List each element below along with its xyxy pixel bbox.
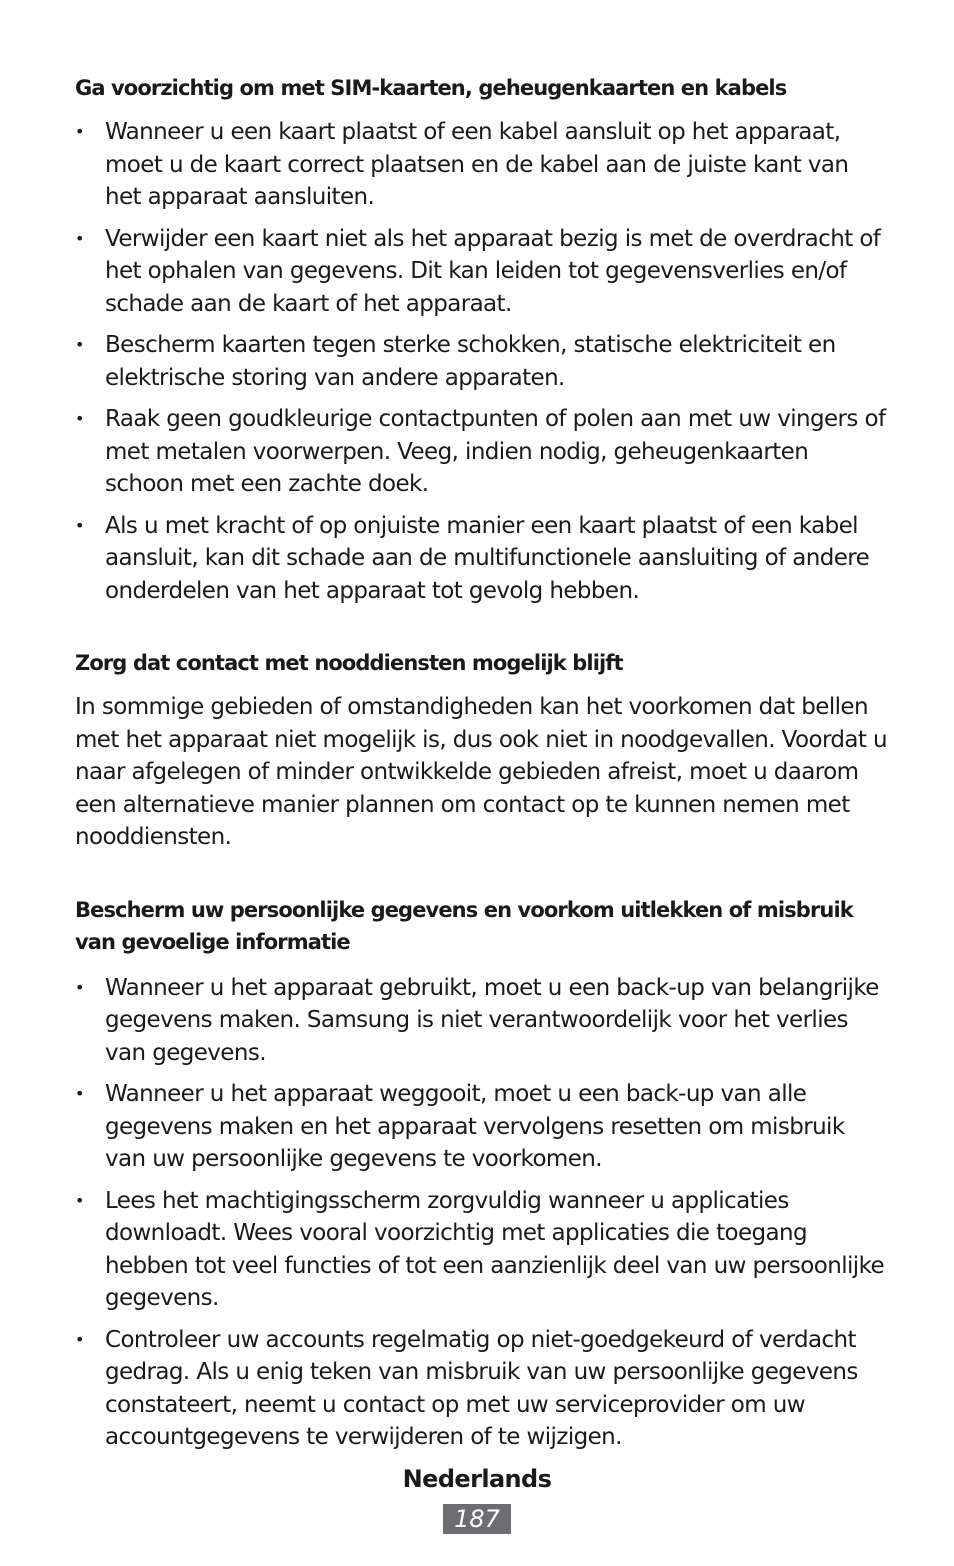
list-item bbox=[75, 403, 890, 501]
list-item-text: Wanneer u het apparaat gebruikt, moet u een back-up van belangrijke gegevens maken. Samsung is niet verantwoordelijk voor het verlies van gegevens. bbox=[105, 974, 879, 1066]
list-item bbox=[75, 1185, 890, 1315]
bullet-icon: • bbox=[75, 409, 84, 428]
list-item-text: Bescherm kaarten tegen sterke schokken, statische elektriciteit en elektrische storing van andere apparaten. bbox=[105, 332, 836, 391]
list-item-text: Lees het machtigingsscherm zorgvuldig wanneer u applicaties downloadt. Wees vooral voorzichtig met applicaties die toegang hebben tot veel functies of tot een aanzienlijk deel van uw persoonlijke gegevens. bbox=[105, 1187, 885, 1311]
section-heading: Bescherm uw persoonlijke gegevens en voorkom uitlekken of misbruik van gevoelige informatie bbox=[75, 897, 853, 954]
page-number: 187 bbox=[443, 1504, 511, 1534]
bullet-icon: • bbox=[75, 1084, 84, 1103]
footer-language-label: Nederlands bbox=[402, 1465, 552, 1493]
list-item-text: Als u met kracht of op onjuiste manier een kaart plaatst of een kabel aansluit, kan dit schade aan de multifunctionele aansluiting of andere onderdelen van het apparaat tot gevolg hebben. bbox=[105, 512, 870, 604]
bullet-icon: • bbox=[75, 228, 84, 248]
list-item-text: Wanneer u het apparaat weggooit, moet u een back-up van alle gegevens maken en het apparaat vervolgens resetten om misbruik van uw persoonlijke gegevens te voorkomen. bbox=[105, 1081, 845, 1172]
list-item bbox=[75, 510, 890, 608]
bullet-icon: • bbox=[75, 1329, 84, 1349]
bullet-icon: • bbox=[75, 122, 84, 141]
list-item-text: Wanneer u een kaart plaatst of een kabel aansluit op het apparaat, moet u de kaart correct plaatsen en de kabel aan de juiste kant van het apparaat aansluiten. bbox=[105, 119, 849, 210]
list-item bbox=[75, 223, 890, 321]
bullet-list bbox=[75, 116, 890, 607]
list-item-text: Controleer uw accounts regelmatig op niet-goedgekeurd of verdacht gedrag. Als u enig teken van misbruik van uw persoonlijke gegevens constateert, neemt u contact op met uw serviceprovider om uw accountgegevens te verwijderen of te wijzigen. bbox=[105, 1326, 858, 1450]
section-heading: Ga voorzichtig om met SIM-kaarten, geheugenkaarten en kabels bbox=[75, 76, 787, 100]
bullet-icon: • bbox=[75, 335, 84, 354]
page-content bbox=[75, 72, 890, 1494]
list-item bbox=[75, 1324, 890, 1454]
list-item bbox=[75, 972, 890, 1070]
section-paragraph: In sommige gebieden of omstandigheden kan het voorkomen dat bellen met het apparaat niet mogelijk is, dus ook niet in noodgevallen. Voordat u naar afgelegen of minder ontwikkelde gebieden afreist, moet u daarom een alternatieve manier plannen om contact op te kunnen nemen met nooddiensten. bbox=[75, 694, 887, 850]
list-item bbox=[75, 116, 890, 214]
section-sim-cards bbox=[75, 72, 890, 607]
bullet-icon: • bbox=[75, 515, 84, 535]
list-item-text: Raak geen goudkleurige contactpunten of polen aan met uw vingers of met metalen voorwerpen. Veeg, indien nodig, geheugenkaarten schoon met een zachte doek. bbox=[105, 406, 886, 497]
section-emergency-contact bbox=[75, 647, 890, 854]
list-item-text: Verwijder een kaart niet als het apparaat bezig is met de overdracht of het ophalen van gegevens. Dit kan leiden tot gegevensverlies en/of schade aan de kaart of het apparaat. bbox=[105, 225, 881, 317]
bullet-list bbox=[75, 972, 890, 1454]
list-item bbox=[75, 329, 890, 394]
section-heading: Zorg dat contact met nooddiensten mogelijk blijft bbox=[75, 651, 623, 675]
bullet-icon: • bbox=[75, 977, 84, 997]
section-personal-data bbox=[75, 894, 890, 1454]
list-item bbox=[75, 1078, 890, 1176]
bullet-icon: • bbox=[75, 1190, 84, 1210]
